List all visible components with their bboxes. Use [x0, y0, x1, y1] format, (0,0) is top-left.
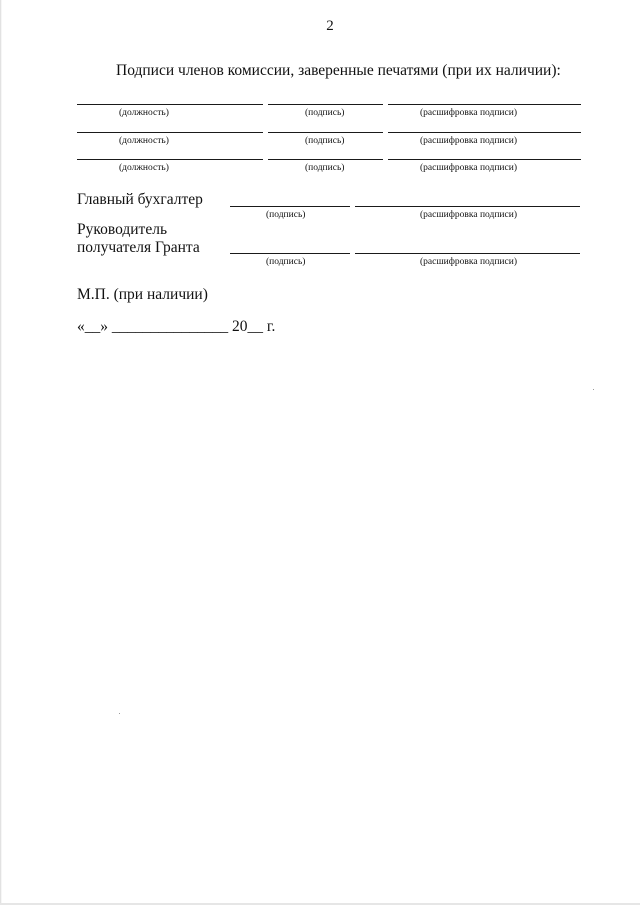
signature-caption: (подпись) — [266, 210, 306, 220]
position-line — [77, 104, 263, 105]
signatures-heading: Подписи членов комиссии, заверенные печатями (при их наличии): — [116, 62, 561, 79]
signature-decoding-line — [388, 159, 581, 160]
chief-accountant-label: Главный бухгалтер — [77, 191, 203, 208]
signature-line — [230, 206, 350, 207]
position-caption: (должность) — [119, 163, 169, 173]
signature-line — [230, 253, 350, 254]
page-number: 2 — [326, 18, 334, 34]
signature-decoding-line — [355, 253, 580, 254]
signature-decoding-caption: (расшифровка подписи) — [420, 163, 517, 173]
date-line: «__» _______________ 20__ г. — [77, 318, 276, 335]
signature-decoding-line — [388, 104, 581, 105]
position-line — [77, 132, 263, 133]
signature-line — [268, 104, 383, 105]
signature-decoding-caption: (расшифровка подписи) — [420, 210, 517, 220]
position-caption: (должность) — [119, 136, 169, 146]
signature-line — [268, 132, 383, 133]
grant-recipient-head-label-line2: получателя Гранта — [77, 239, 200, 256]
position-caption: (должность) — [119, 108, 169, 118]
grant-recipient-head-label-line1: Руководитель — [77, 221, 168, 238]
scan-speck — [593, 389, 594, 390]
signature-decoding-line — [388, 132, 581, 133]
stamp-place-label: М.П. (при наличии) — [77, 286, 208, 303]
scan-left-edge — [0, 0, 2, 905]
signature-decoding-caption: (расшифровка подписи) — [420, 257, 517, 267]
signature-line — [268, 159, 383, 160]
signature-caption: (подпись) — [305, 136, 345, 146]
signature-decoding-caption: (расшифровка подписи) — [420, 108, 517, 118]
signature-caption: (подпись) — [266, 257, 306, 267]
signature-caption: (подпись) — [305, 163, 345, 173]
position-line — [77, 159, 263, 160]
signature-decoding-line — [355, 206, 580, 207]
signature-decoding-caption: (расшифровка подписи) — [420, 136, 517, 146]
signature-caption: (подпись) — [305, 108, 345, 118]
scan-speck — [119, 713, 120, 714]
